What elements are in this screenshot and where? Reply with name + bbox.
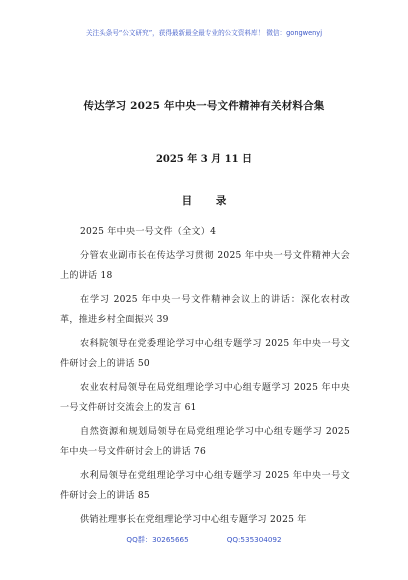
toc-entry[interactable]: 分管农业副市长在传达学习贯彻 2025 年中央一号文件精神大会上的讲话 18 [60,251,350,281]
toc-entry[interactable]: 农业农村局领导在局党组理论学习中心组专题学习 2025 年中央一号文件研讨交流会上的发言 61 [60,383,350,413]
document-date: 2025 年 3 月 11 日 [155,154,253,165]
promo-banner: 关注头条号“公文研究”，获得最新最全最专业的公文资料库！ 微信：gongwenyj [85,29,323,37]
toc-entry[interactable]: 自然资源和规划局领导在局党组理论学习中心组专题学习 2025 年中央一号文件研讨会上的讲话 76 [60,427,350,457]
table-of-contents [60,222,350,534]
qq-number: QQ:535304092 [226,535,282,544]
document-title: 传达学习 2025 年中央一号文件精神有关材料合集 [83,100,325,112]
toc-entry[interactable]: 水利局领导在党组理论学习中心组专题学习 2025 年中央一号文件研讨会上的讲话 85 [60,471,350,501]
qq-group-number: QQ群：30265665 [126,535,189,544]
contact-footer [0,535,408,545]
toc-heading: 目 录 [181,195,237,207]
toc-entry[interactable]: 农科院领导在党委理论学习中心组专题学习 2025 年中央一号文件研讨会上的讲话 50 [60,339,350,369]
toc-entry[interactable]: 2025 年中央一号文件（全文）4 [80,227,217,237]
toc-entry[interactable]: 在学习 2025 年中央一号文件精神会议上的讲话：深化农村改革，推进乡村全面振兴 39 [60,295,350,325]
toc-entry[interactable]: 供销社理事长在党组理论学习中心组专题学习 2025 年 [80,515,307,525]
